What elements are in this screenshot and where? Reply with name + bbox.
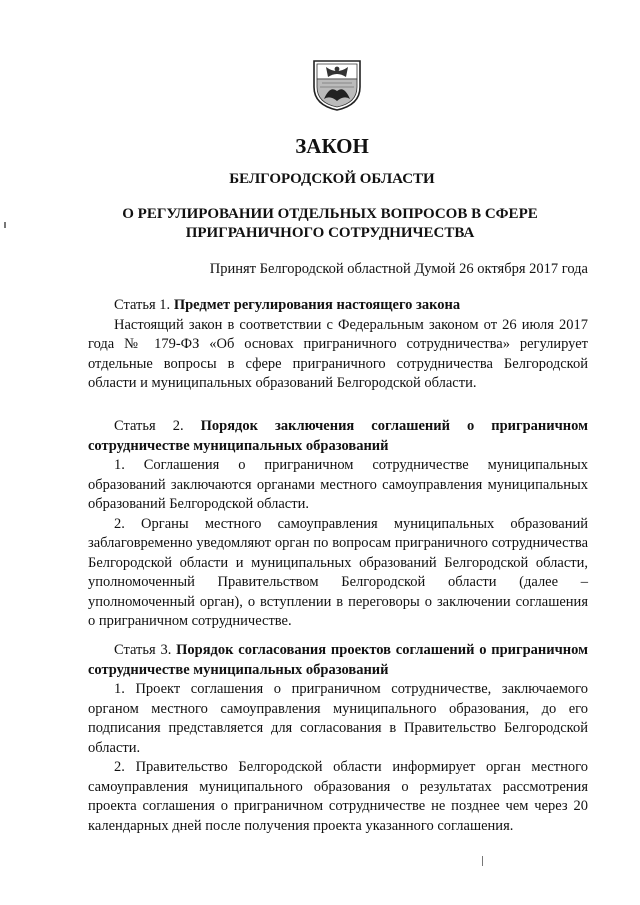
article-2-label: Статья 2.	[114, 418, 184, 434]
subject-line-2: ПРИГРАНИЧНОГО СОТРУДНИЧЕСТВА	[185, 225, 475, 241]
subject-line-1: О РЕГУЛИРОВАНИИ ОТДЕЛЬНЫХ ВОПРОСОВ В СФЕРЕ	[122, 206, 538, 222]
article-1	[88, 296, 588, 394]
article-1-heading	[88, 296, 588, 316]
article-3-title: Порядок согласования проектов соглашений о приграничном сотрудничестве муниципальных образований	[88, 642, 588, 678]
document-title: ЗАКОН	[295, 134, 369, 158]
document-subject	[10, 205, 640, 243]
article-2-heading	[88, 417, 588, 456]
scan-speck	[482, 856, 483, 866]
article-2-paragraph-1: 1. Соглашения о приграничном сотрудничестве муниципальных образований заключаются органами местного самоуправления муниципальных образований Белгородской области.	[88, 457, 588, 512]
document-region: БЕЛГОРОДСКОЙ ОБЛАСТИ	[229, 171, 435, 187]
article-1-label: Статья 1.	[114, 297, 171, 313]
article-3-paragraph-2: 2. Правительство Белгородской области информирует орган местного самоуправления муниципального образования о результатах рассмотрения проекта соглашения о приграничном сотрудничестве не позднее чем через 20 календарных дней после получения проекта указанного соглашения.	[88, 759, 588, 834]
article-3-paragraph-1: 1. Проект соглашения о приграничном сотрудничестве, заключаемого органом местного самоуправления муниципального образования, до его подписания представляется для согласования в Правительство Белгородской области.	[88, 681, 588, 756]
article-3	[88, 641, 588, 836]
article-1-title: Предмет регулирования настоящего закона	[173, 297, 461, 313]
article-1-text: Настоящий закон в соответствии с Федеральным законом от 26 июля 2017 года № 179-ФЗ «Об основах приграничного сотрудничества» регулирует отдельные вопросы в сфере приграничного сотрудничества Белгородской области и муниципальных образований Белгородской области.	[88, 316, 588, 391]
article-3-label: Статья 3.	[114, 642, 172, 658]
adoption-note: Принят Белгородской областной Думой 26 октября 2017 года	[209, 261, 588, 277]
article-2-paragraph-2: 2. Органы местного самоуправления муниципальных образований заблаговременно уведомляют орган по вопросам приграничного сотрудничества Белгородской области и муниципальных образований Белгородской области, уполномоченный Правительством Белгородской области (далее – уполномоченный орган), о вступлении в переговоры о заключении соглашения о приграничном сотрудничестве.	[88, 515, 588, 629]
coat-of-arms-icon	[306, 57, 368, 112]
article-2	[88, 417, 588, 632]
article-2-title: Порядок заключения соглашений о приграничном сотрудничестве муниципальных образований	[88, 418, 589, 454]
article-3-heading	[88, 641, 588, 680]
scan-speck	[4, 222, 6, 228]
